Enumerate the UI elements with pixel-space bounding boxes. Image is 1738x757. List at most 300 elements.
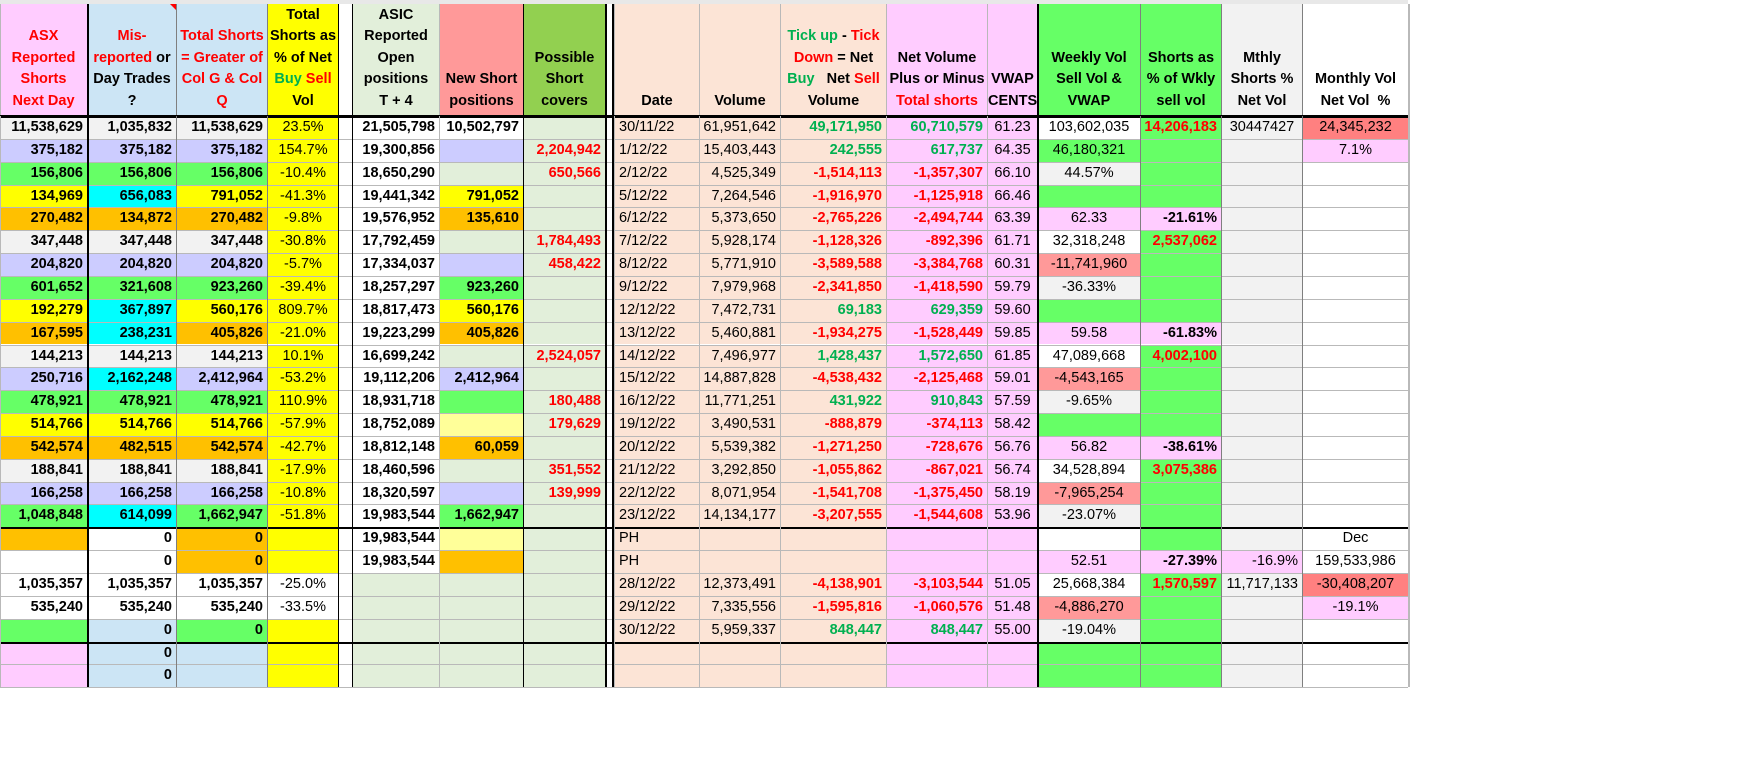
table-cell[interactable]	[1141, 276, 1221, 299]
table-cell[interactable]: -38.61%	[1141, 436, 1221, 459]
table-cell[interactable]: 14,134,177	[700, 504, 780, 527]
table-cell[interactable]: 134,969	[0, 185, 87, 208]
column-header[interactable]	[1141, 4, 1221, 115]
table-cell[interactable]	[1038, 527, 1140, 550]
table-cell[interactable]	[268, 619, 338, 642]
table-cell[interactable]	[524, 116, 605, 139]
table-cell[interactable]: 62.33	[1038, 207, 1140, 230]
table-cell[interactable]: 18,817,473	[353, 299, 439, 322]
table-cell[interactable]: 0	[88, 527, 176, 550]
table-cell[interactable]: -61.83%	[1141, 322, 1221, 345]
table-cell[interactable]: 7,979,968	[700, 276, 780, 299]
table-cell[interactable]	[887, 527, 987, 550]
table-cell[interactable]: 51.48	[988, 596, 1037, 619]
table-cell[interactable]: 56.76	[988, 436, 1037, 459]
table-cell[interactable]: 179,629	[524, 413, 605, 436]
table-cell[interactable]: 144,213	[88, 345, 176, 368]
table-cell[interactable]: 110.9%	[268, 390, 338, 413]
table-cell[interactable]	[700, 664, 780, 687]
table-cell[interactable]: 17,334,037	[353, 253, 439, 276]
table-cell[interactable]	[781, 664, 886, 687]
table-cell[interactable]: -3,589,588	[781, 253, 886, 276]
table-cell[interactable]: 7,335,556	[700, 596, 780, 619]
table-cell[interactable]: 166,258	[88, 482, 176, 505]
table-cell[interactable]: -2,341,850	[781, 276, 886, 299]
table-cell[interactable]: -19.04%	[1038, 619, 1140, 642]
table-cell[interactable]: 55.00	[988, 619, 1037, 642]
table-cell[interactable]	[353, 596, 439, 619]
column-header[interactable]	[0, 4, 87, 115]
table-cell[interactable]: 542,574	[0, 436, 87, 459]
column-header[interactable]	[781, 4, 886, 115]
table-cell[interactable]: 601,652	[0, 276, 87, 299]
table-cell[interactable]: 18,650,290	[353, 162, 439, 185]
table-cell[interactable]: 18,257,297	[353, 276, 439, 299]
table-cell[interactable]: 15,403,443	[700, 139, 780, 162]
table-cell[interactable]	[1303, 390, 1408, 413]
table-cell[interactable]	[440, 642, 523, 665]
table-cell[interactable]	[1038, 413, 1140, 436]
table-cell[interactable]: 7,496,977	[700, 345, 780, 368]
table-cell[interactable]	[1303, 299, 1408, 322]
table-cell[interactable]	[440, 459, 523, 482]
table-cell[interactable]: -1,916,970	[781, 185, 886, 208]
table-cell[interactable]: 791,052	[440, 185, 523, 208]
table-cell[interactable]: 14,206,183	[1141, 116, 1221, 139]
table-cell[interactable]	[440, 550, 523, 573]
table-cell[interactable]: -23.07%	[1038, 504, 1140, 527]
table-cell[interactable]: -7,965,254	[1038, 482, 1140, 505]
table-cell[interactable]: 144,213	[0, 345, 87, 368]
table-cell[interactable]: 166,258	[0, 482, 87, 505]
table-cell[interactable]	[524, 504, 605, 527]
table-cell[interactable]: 8/12/22	[615, 253, 699, 276]
table-cell[interactable]: 1,662,947	[177, 504, 267, 527]
table-cell[interactable]	[1038, 664, 1140, 687]
table-cell[interactable]: 0	[88, 550, 176, 573]
table-cell[interactable]: 19,983,544	[353, 527, 439, 550]
table-cell[interactable]: 482,515	[88, 436, 176, 459]
table-cell[interactable]	[353, 642, 439, 665]
table-cell[interactable]: -17.9%	[268, 459, 338, 482]
table-cell[interactable]: -3,384,768	[887, 253, 987, 276]
table-cell[interactable]: 1,784,493	[524, 230, 605, 253]
table-cell[interactable]: 2,412,964	[177, 367, 267, 390]
table-cell[interactable]: 5,771,910	[700, 253, 780, 276]
table-cell[interactable]	[1222, 299, 1302, 322]
table-cell[interactable]: 614,099	[88, 504, 176, 527]
table-cell[interactable]: 5,928,174	[700, 230, 780, 253]
table-cell[interactable]: 156,806	[0, 162, 87, 185]
table-cell[interactable]: Dec	[1303, 527, 1408, 550]
table-cell[interactable]	[440, 390, 523, 413]
table-cell[interactable]: -10.4%	[268, 162, 338, 185]
table-cell[interactable]	[0, 550, 87, 573]
table-cell[interactable]: 56.82	[1038, 436, 1140, 459]
table-cell[interactable]	[440, 345, 523, 368]
table-cell[interactable]: 17,792,459	[353, 230, 439, 253]
table-cell[interactable]: 188,841	[177, 459, 267, 482]
table-cell[interactable]	[1222, 619, 1302, 642]
table-cell[interactable]	[0, 527, 87, 550]
table-cell[interactable]: 347,448	[0, 230, 87, 253]
table-cell[interactable]: 59.01	[988, 367, 1037, 390]
table-cell[interactable]: 375,182	[0, 139, 87, 162]
table-cell[interactable]: -1,418,590	[887, 276, 987, 299]
table-cell[interactable]: 25,668,384	[1038, 573, 1140, 596]
table-cell[interactable]	[615, 664, 699, 687]
table-cell[interactable]: 375,182	[177, 139, 267, 162]
table-cell[interactable]	[440, 573, 523, 596]
table-cell[interactable]: 64.35	[988, 139, 1037, 162]
table-cell[interactable]: 58.19	[988, 482, 1037, 505]
table-cell[interactable]	[1222, 413, 1302, 436]
table-cell[interactable]: 2,204,942	[524, 139, 605, 162]
table-cell[interactable]	[440, 596, 523, 619]
table-cell[interactable]: 650,566	[524, 162, 605, 185]
table-cell[interactable]: 30/11/22	[615, 116, 699, 139]
table-cell[interactable]: 19,223,299	[353, 322, 439, 345]
table-cell[interactable]: -11,741,960	[1038, 253, 1140, 276]
table-cell[interactable]	[1303, 459, 1408, 482]
table-cell[interactable]	[524, 596, 605, 619]
table-cell[interactable]: 3,490,531	[700, 413, 780, 436]
table-cell[interactable]	[177, 642, 267, 665]
column-header[interactable]	[268, 4, 338, 115]
table-cell[interactable]	[1141, 619, 1221, 642]
table-cell[interactable]	[524, 550, 605, 573]
table-cell[interactable]	[1222, 162, 1302, 185]
table-cell[interactable]	[1303, 185, 1408, 208]
column-header[interactable]	[887, 4, 987, 115]
table-cell[interactable]: -53.2%	[268, 367, 338, 390]
table-cell[interactable]	[177, 664, 267, 687]
table-cell[interactable]: 1/12/22	[615, 139, 699, 162]
table-cell[interactable]: -30,408,207	[1303, 573, 1408, 596]
table-cell[interactable]	[0, 619, 87, 642]
table-cell[interactable]	[524, 185, 605, 208]
table-cell[interactable]: -1,934,275	[781, 322, 886, 345]
table-cell[interactable]	[988, 642, 1037, 665]
table-cell[interactable]: -4,543,165	[1038, 367, 1140, 390]
table-cell[interactable]: 1,035,357	[177, 573, 267, 596]
table-cell[interactable]: 3,292,850	[700, 459, 780, 482]
table-cell[interactable]: -4,886,270	[1038, 596, 1140, 619]
table-cell[interactable]: -1,544,608	[887, 504, 987, 527]
table-cell[interactable]: 375,182	[88, 139, 176, 162]
table-cell[interactable]	[1222, 664, 1302, 687]
table-cell[interactable]: 923,260	[440, 276, 523, 299]
table-cell[interactable]: -1,060,576	[887, 596, 987, 619]
table-cell[interactable]: 69,183	[781, 299, 886, 322]
table-cell[interactable]	[700, 527, 780, 550]
table-cell[interactable]	[781, 642, 886, 665]
column-header[interactable]	[353, 4, 439, 115]
table-cell[interactable]	[268, 642, 338, 665]
table-cell[interactable]: 5,959,337	[700, 619, 780, 642]
table-cell[interactable]: 2,162,248	[88, 367, 176, 390]
table-cell[interactable]: 478,921	[177, 390, 267, 413]
table-cell[interactable]: 10.1%	[268, 345, 338, 368]
table-cell[interactable]: 144,213	[177, 345, 267, 368]
table-cell[interactable]: -1,541,708	[781, 482, 886, 505]
table-cell[interactable]: 19,983,544	[353, 504, 439, 527]
table-cell[interactable]: 1,570,597	[1141, 573, 1221, 596]
table-cell[interactable]	[1141, 596, 1221, 619]
table-cell[interactable]: 848,447	[781, 619, 886, 642]
table-cell[interactable]: -9.65%	[1038, 390, 1140, 413]
table-cell[interactable]: 29/12/22	[615, 596, 699, 619]
column-header[interactable]	[615, 4, 699, 115]
table-cell[interactable]: 5,373,650	[700, 207, 780, 230]
table-cell[interactable]	[353, 573, 439, 596]
table-cell[interactable]	[524, 619, 605, 642]
table-cell[interactable]: 542,574	[177, 436, 267, 459]
table-cell[interactable]	[1141, 664, 1221, 687]
table-cell[interactable]: 514,766	[177, 413, 267, 436]
table-cell[interactable]: 188,841	[0, 459, 87, 482]
table-cell[interactable]: -39.4%	[268, 276, 338, 299]
table-cell[interactable]: 61.85	[988, 345, 1037, 368]
table-cell[interactable]: 18,931,718	[353, 390, 439, 413]
table-cell[interactable]: -57.9%	[268, 413, 338, 436]
table-cell[interactable]: 28/12/22	[615, 573, 699, 596]
table-cell[interactable]: 32,318,248	[1038, 230, 1140, 253]
table-cell[interactable]: 19,576,952	[353, 207, 439, 230]
table-cell[interactable]: 188,841	[88, 459, 176, 482]
table-cell[interactable]	[1303, 664, 1408, 687]
table-cell[interactable]	[1303, 482, 1408, 505]
table-cell[interactable]	[1141, 299, 1221, 322]
table-cell[interactable]	[524, 367, 605, 390]
table-cell[interactable]: -5.7%	[268, 253, 338, 276]
table-cell[interactable]	[524, 299, 605, 322]
table-cell[interactable]	[1303, 230, 1408, 253]
table-cell[interactable]	[1303, 345, 1408, 368]
table-cell[interactable]: 10,502,797	[440, 116, 523, 139]
column-header[interactable]	[524, 4, 605, 115]
table-cell[interactable]: 5/12/22	[615, 185, 699, 208]
table-cell[interactable]: 15/12/22	[615, 367, 699, 390]
table-cell[interactable]: 192,279	[0, 299, 87, 322]
table-cell[interactable]: 1,662,947	[440, 504, 523, 527]
table-cell[interactable]: 0	[88, 664, 176, 687]
table-cell[interactable]: 52.51	[1038, 550, 1140, 573]
table-cell[interactable]: 791,052	[177, 185, 267, 208]
table-cell[interactable]: 8,071,954	[700, 482, 780, 505]
table-cell[interactable]: 11,717,133	[1222, 573, 1302, 596]
table-cell[interactable]	[1141, 253, 1221, 276]
table-cell[interactable]	[1303, 253, 1408, 276]
table-cell[interactable]	[1141, 413, 1221, 436]
table-cell[interactable]: 560,176	[177, 299, 267, 322]
column-header[interactable]	[988, 4, 1037, 115]
table-cell[interactable]: 2,524,057	[524, 345, 605, 368]
table-cell[interactable]	[1303, 504, 1408, 527]
table-cell[interactable]: 13/12/22	[615, 322, 699, 345]
table-cell[interactable]: 656,083	[88, 185, 176, 208]
table-cell[interactable]	[781, 550, 886, 573]
table-cell[interactable]	[1303, 207, 1408, 230]
table-cell[interactable]: 478,921	[88, 390, 176, 413]
table-cell[interactable]	[524, 664, 605, 687]
table-cell[interactable]	[1222, 139, 1302, 162]
table-cell[interactable]: 60,710,579	[887, 116, 987, 139]
table-cell[interactable]	[1222, 596, 1302, 619]
table-cell[interactable]: -1,128,326	[781, 230, 886, 253]
table-cell[interactable]	[1141, 185, 1221, 208]
table-cell[interactable]: 34,528,894	[1038, 459, 1140, 482]
table-cell[interactable]	[1222, 276, 1302, 299]
table-cell[interactable]	[1222, 482, 1302, 505]
table-cell[interactable]: 19,112,206	[353, 367, 439, 390]
table-cell[interactable]	[353, 619, 439, 642]
table-cell[interactable]: 19/12/22	[615, 413, 699, 436]
table-cell[interactable]	[1141, 367, 1221, 390]
table-cell[interactable]	[440, 527, 523, 550]
table-cell[interactable]: -9.8%	[268, 207, 338, 230]
table-cell[interactable]: 2/12/22	[615, 162, 699, 185]
table-cell[interactable]: 156,806	[88, 162, 176, 185]
table-cell[interactable]	[268, 527, 338, 550]
table-cell[interactable]: 321,608	[88, 276, 176, 299]
table-cell[interactable]: 44.57%	[1038, 162, 1140, 185]
table-cell[interactable]	[440, 413, 523, 436]
column-header[interactable]	[88, 4, 176, 115]
table-cell[interactable]: -33.5%	[268, 596, 338, 619]
table-cell[interactable]: 0	[177, 619, 267, 642]
table-cell[interactable]	[524, 573, 605, 596]
table-cell[interactable]: 270,482	[0, 207, 87, 230]
table-cell[interactable]: 180,488	[524, 390, 605, 413]
table-cell[interactable]	[440, 162, 523, 185]
table-cell[interactable]: 60,059	[440, 436, 523, 459]
table-cell[interactable]: -867,021	[887, 459, 987, 482]
table-cell[interactable]: -10.8%	[268, 482, 338, 505]
table-cell[interactable]	[1222, 230, 1302, 253]
table-cell[interactable]	[1038, 642, 1140, 665]
table-cell[interactable]: -4,538,432	[781, 367, 886, 390]
table-cell[interactable]: 30/12/22	[615, 619, 699, 642]
table-cell[interactable]: 135,610	[440, 207, 523, 230]
table-cell[interactable]	[524, 207, 605, 230]
table-cell[interactable]: 61,951,642	[700, 116, 780, 139]
table-cell[interactable]: 167,595	[0, 322, 87, 345]
table-cell[interactable]: 18,812,148	[353, 436, 439, 459]
table-cell[interactable]: 5,539,382	[700, 436, 780, 459]
table-cell[interactable]: 134,872	[88, 207, 176, 230]
table-cell[interactable]	[1222, 527, 1302, 550]
table-cell[interactable]: 617,737	[887, 139, 987, 162]
table-cell[interactable]	[1038, 299, 1140, 322]
table-cell[interactable]: -16.9%	[1222, 550, 1302, 573]
table-cell[interactable]: 0	[177, 527, 267, 550]
table-cell[interactable]	[1141, 527, 1221, 550]
table-cell[interactable]: 66.10	[988, 162, 1037, 185]
table-cell[interactable]: 351,552	[524, 459, 605, 482]
table-cell[interactable]: -41.3%	[268, 185, 338, 208]
table-cell[interactable]: 347,448	[177, 230, 267, 253]
table-cell[interactable]: 1,428,437	[781, 345, 886, 368]
table-cell[interactable]: -30.8%	[268, 230, 338, 253]
table-cell[interactable]: 66.46	[988, 185, 1037, 208]
table-cell[interactable]: 405,826	[177, 322, 267, 345]
table-cell[interactable]: 0	[177, 550, 267, 573]
table-cell[interactable]: PH	[615, 527, 699, 550]
table-cell[interactable]	[700, 550, 780, 573]
table-cell[interactable]: 0	[88, 619, 176, 642]
table-cell[interactable]: 57.59	[988, 390, 1037, 413]
column-header[interactable]	[700, 4, 780, 115]
table-cell[interactable]: -1,055,862	[781, 459, 886, 482]
table-cell[interactable]	[1303, 413, 1408, 436]
table-cell[interactable]: 367,897	[88, 299, 176, 322]
table-cell[interactable]: 58.42	[988, 413, 1037, 436]
table-cell[interactable]: 1,035,357	[0, 573, 87, 596]
table-cell[interactable]: 59.60	[988, 299, 1037, 322]
table-cell[interactable]: 12/12/22	[615, 299, 699, 322]
table-cell[interactable]: 204,820	[0, 253, 87, 276]
table-cell[interactable]	[1303, 276, 1408, 299]
table-cell[interactable]	[1222, 367, 1302, 390]
table-cell[interactable]: 61.23	[988, 116, 1037, 139]
table-cell[interactable]: 478,921	[0, 390, 87, 413]
table-cell[interactable]: 103,602,035	[1038, 116, 1140, 139]
table-cell[interactable]	[524, 436, 605, 459]
table-cell[interactable]	[1222, 390, 1302, 413]
table-cell[interactable]	[1141, 390, 1221, 413]
table-cell[interactable]: 18,320,597	[353, 482, 439, 505]
table-cell[interactable]: 514,766	[88, 413, 176, 436]
table-cell[interactable]: 51.05	[988, 573, 1037, 596]
column-header[interactable]	[1303, 4, 1408, 115]
table-cell[interactable]	[1222, 504, 1302, 527]
table-cell[interactable]: 458,422	[524, 253, 605, 276]
table-cell[interactable]	[1141, 162, 1221, 185]
table-cell[interactable]: 7/12/22	[615, 230, 699, 253]
table-cell[interactable]: -21.0%	[268, 322, 338, 345]
table-cell[interactable]	[353, 664, 439, 687]
table-cell[interactable]: 20/12/22	[615, 436, 699, 459]
column-header[interactable]	[1038, 4, 1140, 115]
table-cell[interactable]: 1,035,357	[88, 573, 176, 596]
table-cell[interactable]: 204,820	[88, 253, 176, 276]
table-cell[interactable]: -1,514,113	[781, 162, 886, 185]
table-cell[interactable]: 60.31	[988, 253, 1037, 276]
table-cell[interactable]: 242,555	[781, 139, 886, 162]
table-cell[interactable]: -27.39%	[1141, 550, 1221, 573]
table-cell[interactable]: 1,048,848	[0, 504, 87, 527]
table-cell[interactable]: 30447427	[1222, 116, 1302, 139]
table-cell[interactable]: 514,766	[0, 413, 87, 436]
table-cell[interactable]: 22/12/22	[615, 482, 699, 505]
table-cell[interactable]	[1303, 162, 1408, 185]
table-cell[interactable]: 18,460,596	[353, 459, 439, 482]
table-cell[interactable]: -2,125,468	[887, 367, 987, 390]
table-cell[interactable]: 154.7%	[268, 139, 338, 162]
table-cell[interactable]: 1,572,650	[887, 345, 987, 368]
table-cell[interactable]	[1141, 482, 1221, 505]
table-cell[interactable]	[988, 550, 1037, 573]
table-cell[interactable]	[1141, 504, 1221, 527]
table-cell[interactable]	[988, 664, 1037, 687]
table-cell[interactable]: 56.74	[988, 459, 1037, 482]
table-cell[interactable]	[440, 664, 523, 687]
table-cell[interactable]	[1141, 139, 1221, 162]
table-cell[interactable]: 2,537,062	[1141, 230, 1221, 253]
table-cell[interactable]	[1303, 642, 1408, 665]
table-cell[interactable]: 848,447	[887, 619, 987, 642]
